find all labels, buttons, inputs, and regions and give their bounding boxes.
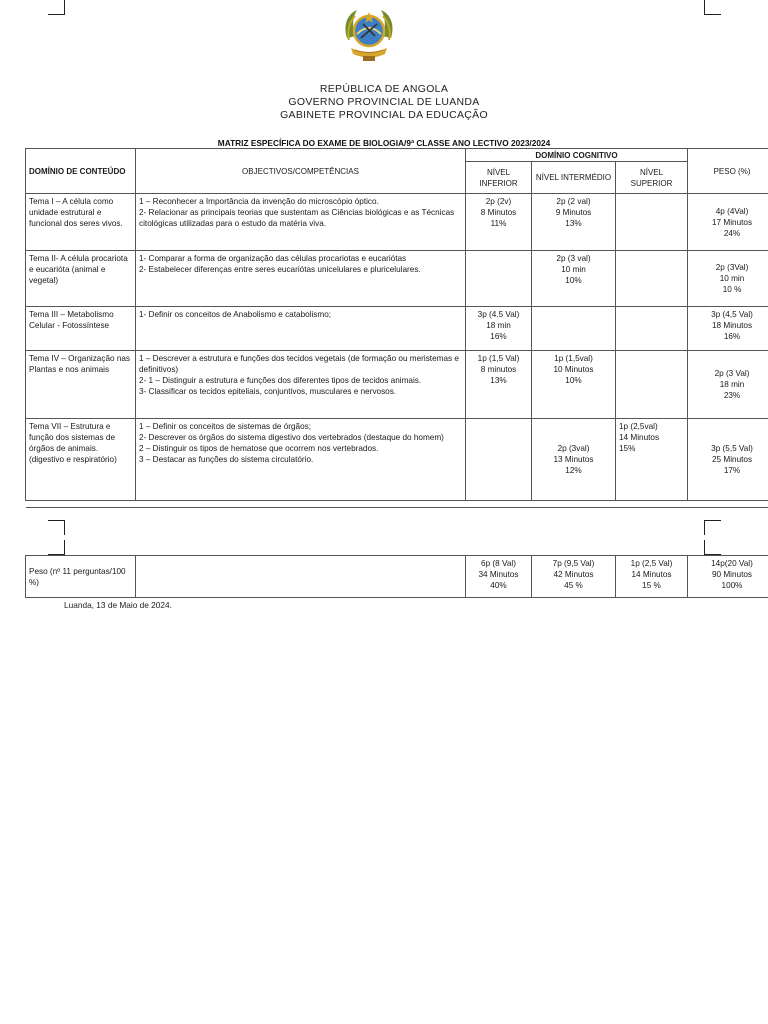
objectives-cell: [136, 419, 466, 501]
spacer-cell: [532, 501, 616, 508]
cell-percent: 10 %: [722, 285, 742, 294]
totals-upper-cell: [616, 556, 688, 598]
objective-item: 1- Definir os conceitos de Anabolismo e catabolismo;: [139, 310, 332, 319]
totals-label: Peso (nº 11 perguntas/100 %): [26, 556, 136, 598]
objective-item: 3 – Destacar as funções do sistema circulatório.: [139, 455, 314, 464]
cell-points: 1p (2,5 Val): [630, 559, 673, 568]
weight-cell: [688, 419, 768, 501]
cell-percent: 100%: [721, 581, 743, 590]
spacer-cell: [688, 501, 768, 508]
intermediate-level-cell: [532, 351, 616, 419]
totals-empty-cell: [136, 556, 466, 598]
cell-percent: 23%: [723, 391, 741, 400]
header-domain: DOMÍNIO DE CONTEÚDO: [26, 149, 136, 194]
objective-item: 2 – Distinguir os tipos de hematose que ocorrem nos vertebrados.: [139, 444, 379, 453]
cell-points: 3p (4.5 Val): [477, 310, 520, 319]
cell-minutes: 9 Minutos: [555, 208, 592, 217]
angola-emblem-icon: [339, 4, 399, 66]
domain-cell: Tema I – A célula como unidade estrutural e funcional dos seres vivos.: [26, 194, 136, 251]
intermediate-level-cell: [532, 419, 616, 501]
weight-cell: [688, 194, 768, 251]
lower-level-cell: [466, 307, 532, 351]
objective-item: 2- 1 – Distinguir a estrutura e funções dos diferentes tipos de tecidos animais.: [139, 376, 422, 385]
objectives-cell: [136, 307, 466, 351]
cell-points: 1p (1,5 Val): [477, 354, 520, 363]
totals-intermediate-cell: [532, 556, 616, 598]
crop-mark-top-left: [48, 0, 65, 15]
upper-level-cell: [616, 419, 688, 501]
spacer-cell: [616, 501, 688, 508]
upper-level-cell: [616, 251, 688, 307]
cell-points: 1p (2,5val): [619, 422, 658, 431]
cell-percent: 15 %: [642, 581, 661, 590]
table-row: [26, 194, 768, 251]
upper-level-cell: [616, 307, 688, 351]
cell-points: 3p (4,5 Val): [711, 310, 753, 319]
lower-level-cell: [466, 251, 532, 307]
cell-points: 4p (4Val): [715, 206, 749, 216]
cell-percent: 45 %: [564, 581, 583, 590]
cell-points: 2p (3val): [557, 444, 590, 453]
objective-item: 3- Classificar os tecidos epiteliais, conjuntivos, musculares e nervosos.: [139, 387, 397, 396]
objective-item: 2- Relacionar as principais teorias que sustentam as Ciências biológicas e as Técnicas citológicas utilizadas para o estudo da matéria viva.: [139, 208, 455, 228]
crop-mark-top-right: [704, 0, 721, 15]
cell-minutes: 18 Minutos: [712, 321, 753, 330]
objective-item: 1 – Descrever a estrutura e funções dos tecidos vegetais (de formação ou meristemas e definitivos): [139, 354, 459, 374]
header-cabinet: GABINETE PROVINCIAL DA EDUCAÇÃO: [280, 109, 488, 121]
totals-lower-cell: [466, 556, 532, 598]
header-level-intermediate: NÍVEL INTERMÉDIO: [532, 162, 616, 194]
cell-points: 2p (3 Val): [714, 369, 750, 378]
crop-mark-mid-left-lower: [48, 540, 65, 555]
cell-points: 1p (1,5val): [554, 354, 593, 363]
spacer-row: [26, 501, 768, 508]
cell-percent: 40%: [490, 581, 507, 590]
domain-cell: Tema III – Metabolismo Celular - Fotossíntese: [26, 307, 136, 351]
intermediate-level-cell: [532, 194, 616, 251]
lower-level-cell: [466, 351, 532, 419]
table-row: [26, 351, 768, 419]
cell-minutes: 10 min: [719, 274, 745, 283]
header-republic: REPÚBLICA DE ANGOLA: [319, 83, 449, 95]
cell-minutes: 8 Minutos: [480, 208, 517, 217]
cell-points: 3p (5,5 Val): [711, 444, 753, 453]
cell-percent: 11%: [490, 219, 507, 228]
intermediate-level-cell: [532, 307, 616, 351]
document-title: MATRIZ ESPECÍFICA DO EXAME DE BIOLOGIA/9ª CLASSE ANO LECTIVO 2023/2024: [217, 138, 551, 148]
totals-row: [26, 556, 768, 598]
cell-minutes: 25 Minutos: [712, 455, 753, 464]
domain-cell: Tema IV – Organização nas Plantas e nos animais: [26, 351, 136, 419]
crop-mark-mid-right-upper: [704, 520, 721, 535]
date-line: Luanda, 13 de Maio de 2024.: [64, 600, 172, 610]
header-cognitive-domain: DOMÍNIO COGNITIVO: [466, 149, 688, 162]
cell-points: 2p (3Val): [715, 263, 749, 272]
header-level-lower: NÍVEL INFERIOR: [466, 162, 532, 194]
cell-minutes: 13 Minutos: [553, 455, 594, 464]
objective-item: 2- Estabelecer diferenças entre seres eucariótas unicelulares e pluricelulares.: [139, 265, 421, 274]
cell-minutes: 10 min: [561, 265, 586, 274]
objectives-cell: [136, 351, 466, 419]
cell-points: 2p (2v): [485, 197, 512, 206]
cell-percent: 12%: [565, 466, 582, 475]
cell-minutes: 17 Minutos: [712, 217, 753, 227]
cell-minutes: 18 min: [486, 321, 511, 330]
cell-minutes: 42 Minutos: [553, 570, 594, 579]
weight-cell: [688, 251, 768, 307]
spacer-cell: [466, 501, 532, 508]
cell-points: 2p (2 val): [556, 197, 591, 206]
weight-cell: [688, 307, 768, 351]
cell-percent: 10%: [565, 276, 582, 285]
cell-minutes: 34 Minutos: [478, 570, 519, 579]
header-weight: PESO (%): [688, 149, 768, 194]
totals-weight-cell: [688, 556, 768, 598]
lower-level-cell: [466, 194, 532, 251]
intermediate-level-cell: [532, 251, 616, 307]
header-level-upper: NÍVEL SUPERIOR: [616, 162, 688, 194]
table-row: [26, 307, 768, 351]
cell-percent: 10%: [565, 376, 582, 385]
lower-level-cell: [466, 419, 532, 501]
cell-points: 6p (8 Val): [481, 559, 516, 568]
cell-points: 14p(20 Val): [711, 559, 753, 568]
domain-cell: Tema II- A célula procariota e eucariótа (animal e vegetal): [26, 251, 136, 307]
upper-level-cell: [616, 351, 688, 419]
crop-mark-mid-right-lower: [704, 540, 721, 555]
cell-percent: 24%: [723, 228, 741, 238]
cell-percent: 15%: [619, 444, 636, 453]
table-row: [26, 251, 768, 307]
domain-cell: Tema VII – Estrutura e função dos sistemas de órgãos de animais. (digestivo e respiratório): [26, 419, 136, 501]
cell-percent: 17%: [723, 466, 741, 475]
weight-cell: [688, 351, 768, 419]
cell-minutes: 90 Minutos: [711, 570, 753, 579]
spacer-cell: [136, 501, 466, 508]
cell-percent: 13%: [565, 219, 582, 228]
exam-matrix-table: [25, 148, 768, 508]
header-objectives: OBJECTIVOS/COMPETÊNCIAS: [136, 149, 466, 194]
objective-item: 1- Comparar a forma de organização das células procariotas e eucariótas: [139, 254, 407, 263]
cell-points: 7p (9,5 Val): [552, 559, 595, 568]
objectives-cell: [136, 251, 466, 307]
cell-minutes: 10 Minutos: [553, 365, 594, 374]
cell-minutes: 8 minutos: [480, 365, 517, 374]
table-row: [26, 419, 768, 501]
cell-points: 2p (3 val): [556, 254, 591, 263]
cell-percent: 13%: [490, 376, 507, 385]
objectives-cell: [136, 194, 466, 251]
objective-item: 1 – Reconhecer a Importância da invenção do microscópio óptico.: [139, 197, 379, 206]
cell-minutes: 14 Minutos: [631, 570, 672, 579]
totals-table: [25, 555, 768, 598]
spacer-cell: [26, 501, 136, 508]
cell-minutes: 14 Minutos: [619, 433, 660, 442]
cell-percent: 16%: [723, 332, 741, 341]
upper-level-cell: [616, 194, 688, 251]
cell-percent: 16%: [490, 332, 507, 341]
crop-mark-mid-left-upper: [48, 520, 65, 535]
cell-minutes: 18 min: [719, 380, 745, 389]
header-government: GOVERNO PROVINCIAL DE LUANDA: [288, 96, 480, 108]
objective-item: 1 – Definir os conceitos de sistemas de órgãos;: [139, 422, 312, 431]
objective-item: 2- Descrever os órgãos do sistema digestivo dos vertebrados (destaque do homem): [139, 433, 444, 442]
